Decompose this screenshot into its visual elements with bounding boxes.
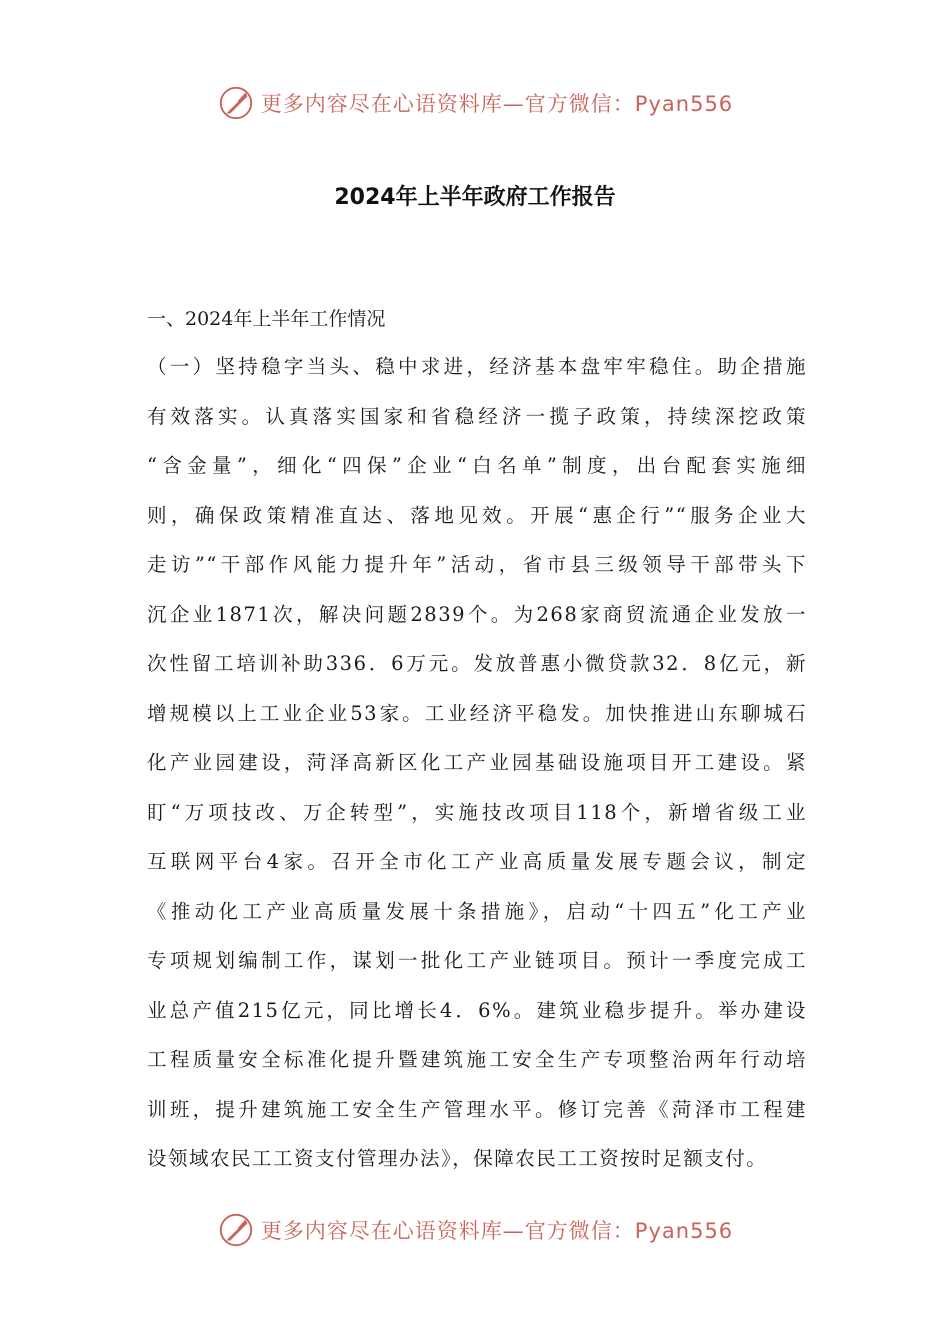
footer-watermark-banner	[0, 1210, 950, 1250]
paragraph-line: 沉企业1871次，解决问题2839个。为268家商贸流通企业发放一	[147, 602, 807, 626]
header-watermark-banner	[0, 83, 950, 123]
paragraph-line: 走访”“干部作风能力提升年”活动，省市县三级领导干部带头下	[147, 553, 807, 576]
feather-pen-logo-icon	[217, 84, 255, 122]
paragraph-line: 工程质量安全标准化提升暨建筑施工安全生产专项整治两年行动培	[147, 1048, 807, 1071]
paragraph-line: “含金量”，细化“四保”企业“白名单”制度，出台配套实施细	[147, 454, 807, 477]
paragraph-line: 则，确保政策精准直达、落地见效。开展“惠企行”“服务企业大	[147, 503, 807, 527]
paragraph-line: 训班，提升建筑施工安全生产管理水平。修订完善《菏泽市工程建	[147, 1097, 807, 1121]
paragraph-line: 化产业园建设，菏泽高新区化工产业园基础设施项目开工建设。紧	[147, 751, 807, 774]
paragraph-line: 次性留工培训补助336．6万元。发放普惠小微贷款32．8亿元，新	[147, 652, 807, 675]
paragraph-line: 互联网平台4家。召开全市化工产业高质量发展专题会议，制定	[147, 850, 807, 873]
feather-pen-logo-icon	[217, 1211, 255, 1249]
document-title: 2024年上半年政府工作报告	[334, 185, 616, 210]
section-heading: 一、2024年上半年工作情况	[147, 308, 386, 330]
paragraph-line: （一）坚持稳字当头、稳中求进，经济基本盘牢牢稳住。助企措施	[147, 355, 807, 378]
watermark-text: 更多内容尽在心语资料库—官方微信：Pyan556	[260, 1219, 734, 1243]
paragraph-line: 设领域农民工工资支付管理办法》，保障农民工工资按时足额支付。	[147, 1147, 768, 1170]
paragraph-line: 增规模以上工业企业53家。工业经济平稳发。加快推进山东聊城石	[147, 701, 807, 725]
paragraph-line: 业总产值215亿元，同比增长4．6%。建筑业稳步提升。举办建设	[147, 998, 807, 1022]
body-paragraph	[147, 352, 807, 1194]
paragraph-line: 专项规划编制工作，谋划一批化工产业链项目。预计一季度完成工	[147, 949, 807, 972]
paragraph-line: 有效落实。认真落实国家和省稳经济一揽子政策，持续深挖政策	[147, 404, 807, 428]
paragraph-line: 《推动化工产业高质量发展十条措施》，启动“十四五”化工产业	[147, 899, 807, 923]
paragraph-line: 盯“万项技改、万企转型”，实施技改项目118个，新增省级工业	[147, 800, 807, 824]
watermark-text: 更多内容尽在心语资料库—官方微信：Pyan556	[260, 92, 734, 116]
